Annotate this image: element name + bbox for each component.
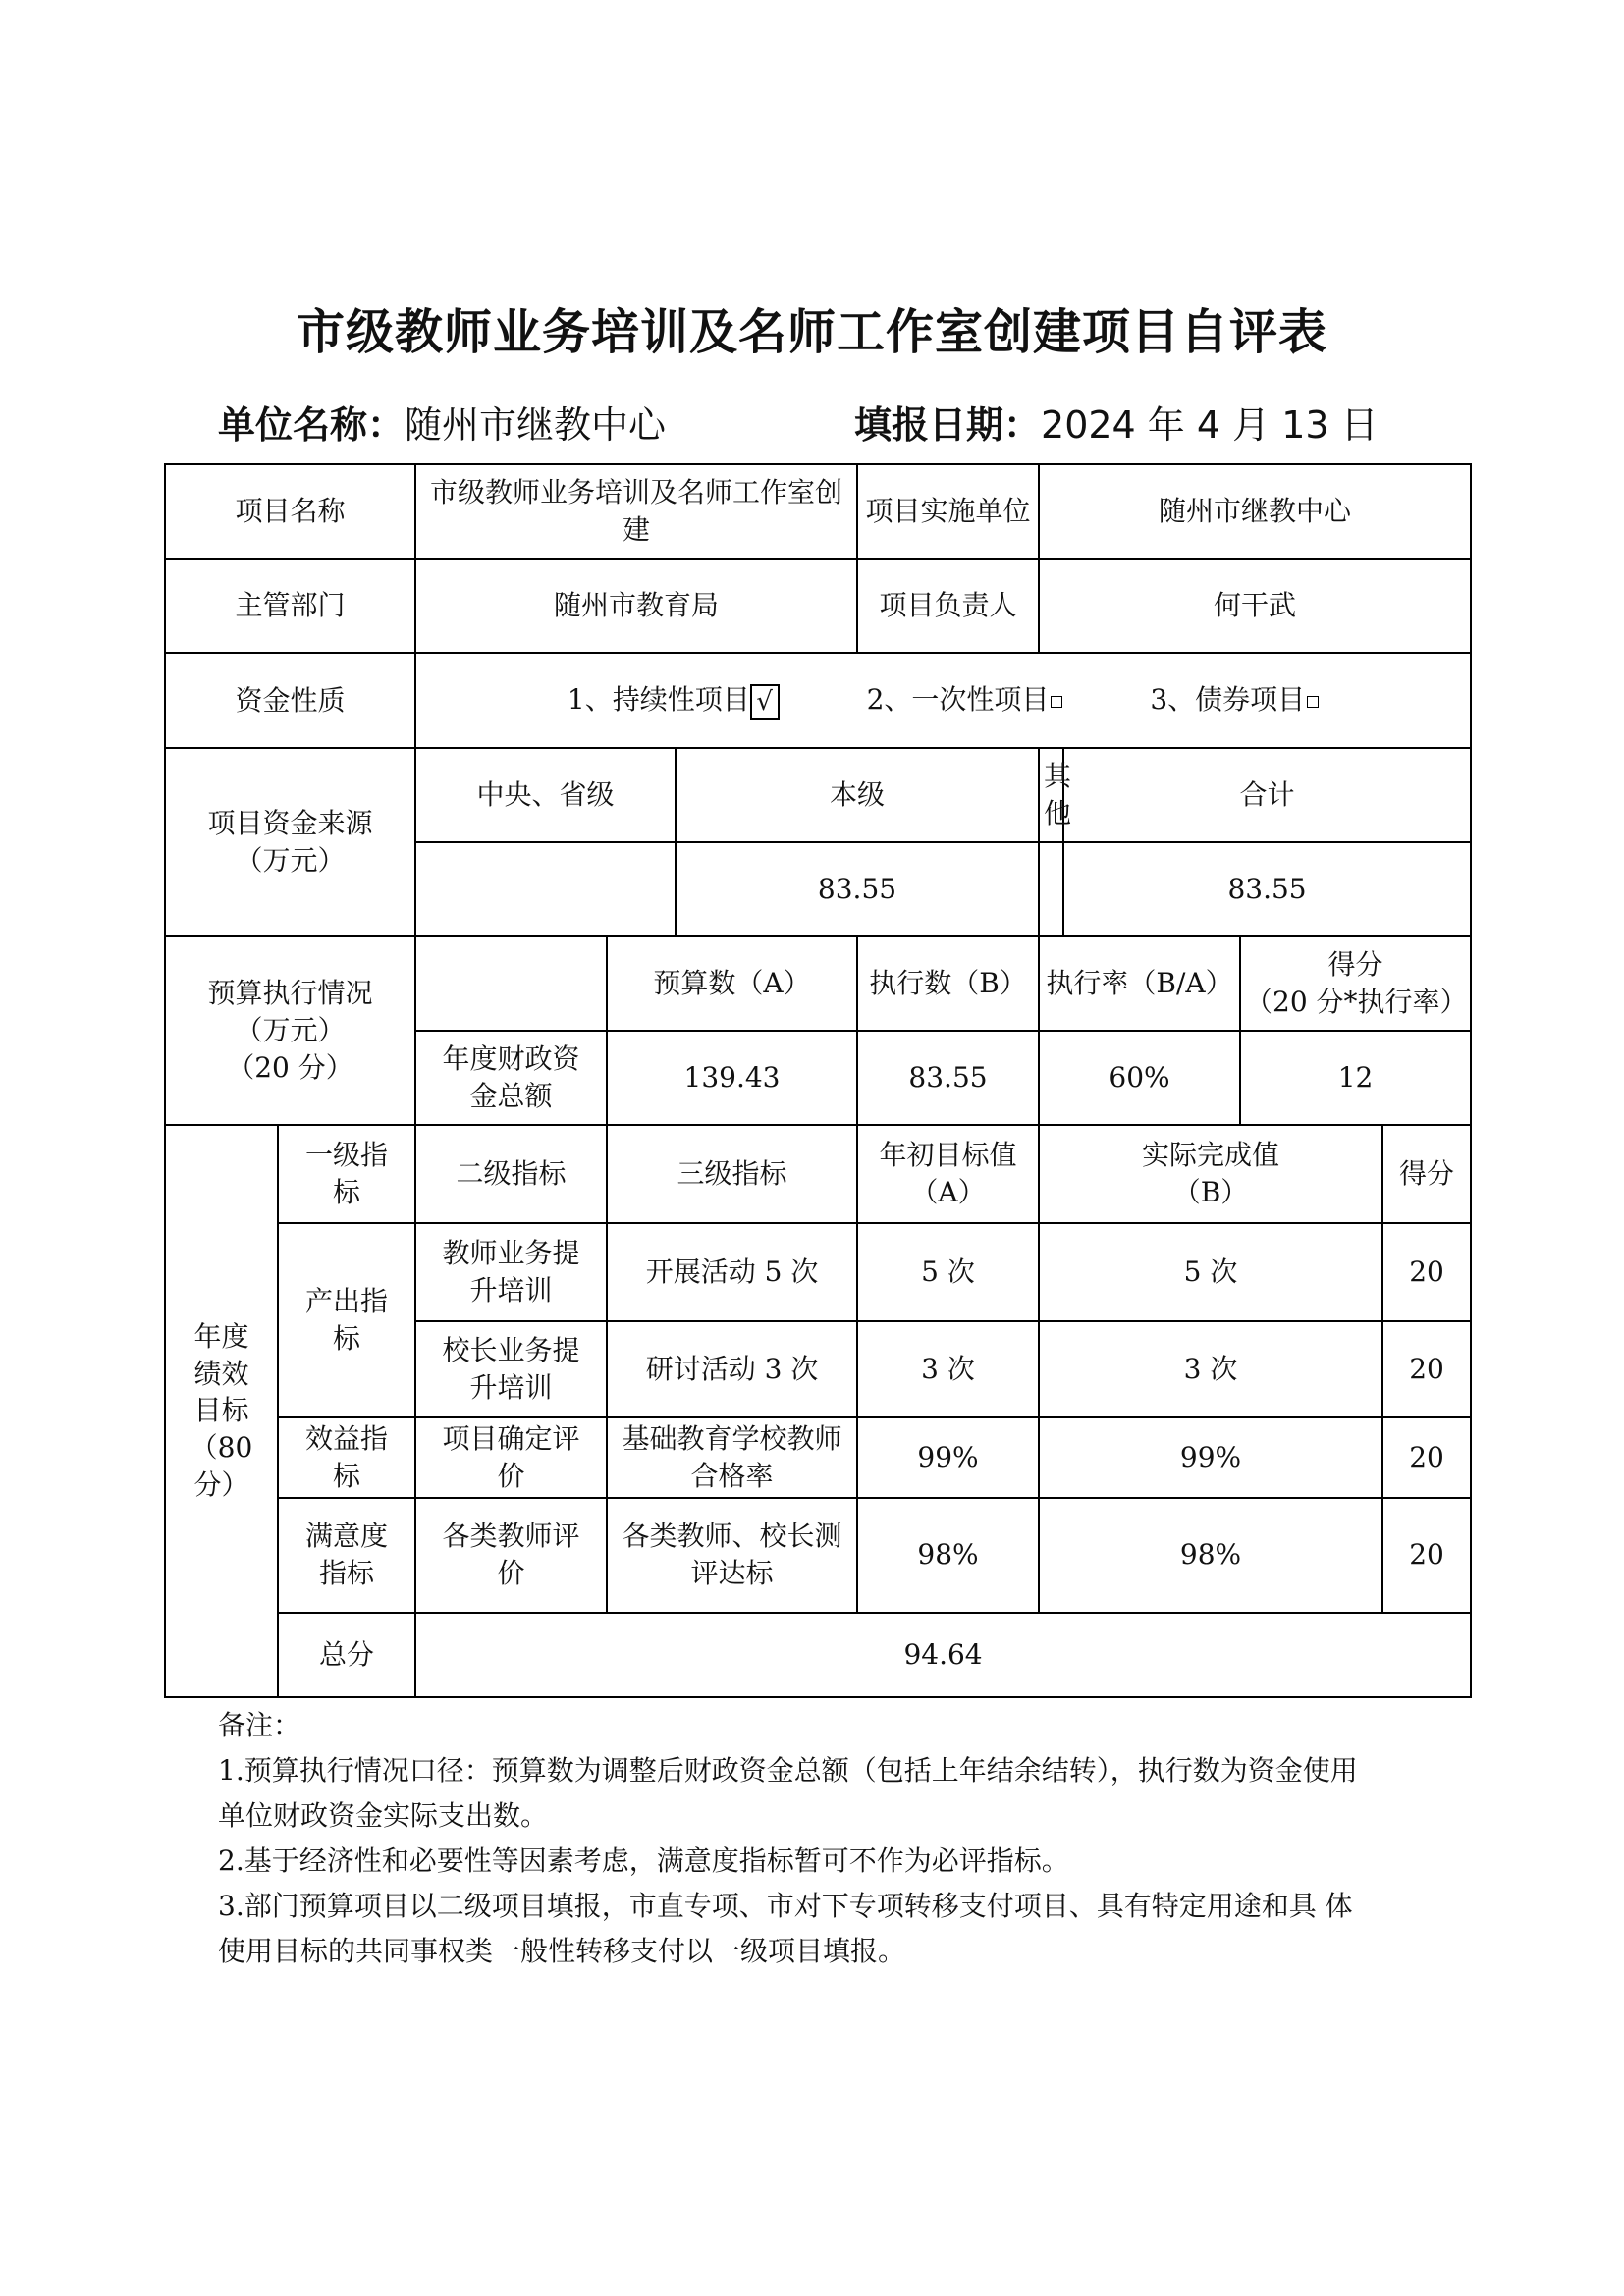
perf-group-satisfaction: 满意度 指标 xyxy=(278,1498,415,1613)
budget-header-rate: 执行率（B/A） xyxy=(1039,936,1240,1031)
perf-header-level2: 二级指标 xyxy=(415,1125,607,1223)
table-row xyxy=(165,1223,1471,1321)
budget-executed-value: 83.55 xyxy=(857,1031,1039,1125)
budget-rate-value: 60% xyxy=(1039,1031,1240,1125)
source-header-central: 中央、省级 xyxy=(415,748,676,842)
unit-name-value: 随州市继教中心 xyxy=(405,403,667,447)
table-row xyxy=(165,1125,1471,1223)
budget-label: 预算执行情况 （万元） （20 分） xyxy=(165,936,415,1125)
perf-header-actual: 实际完成值 （B） xyxy=(1039,1125,1382,1223)
unit-name xyxy=(218,395,666,449)
perf-item-score: 20 xyxy=(1382,1321,1471,1417)
budget-header-score: 得分 （20 分*执行率） xyxy=(1240,936,1471,1031)
checked-box-icon[interactable]: √ xyxy=(750,684,780,720)
impl-unit-value: 随州市继教中心 xyxy=(1039,464,1471,559)
perf-item-l3: 基础教育学校教师合格率 xyxy=(607,1417,857,1498)
perf-item-score: 20 xyxy=(1382,1417,1471,1498)
perf-item-score: 20 xyxy=(1382,1498,1471,1613)
dept-label: 主管部门 xyxy=(165,559,415,653)
leader-label: 项目负责人 xyxy=(857,559,1039,653)
perf-item-score: 20 xyxy=(1382,1223,1471,1321)
budget-planned-value: 139.43 xyxy=(607,1031,857,1125)
unchecked-box-icon[interactable] xyxy=(1051,696,1062,708)
notes-title: 备注： xyxy=(218,1709,301,1741)
perf-header-score: 得分 xyxy=(1382,1125,1471,1223)
project-name-value: 市级教师业务培训及名师工作室创建 xyxy=(415,464,857,559)
total-value: 94.64 xyxy=(415,1613,1471,1697)
perf-item-target: 3 次 xyxy=(857,1321,1039,1417)
source-value-local: 83.55 xyxy=(676,842,1039,936)
fund-nature-label: 资金性质 xyxy=(165,653,415,748)
table-row xyxy=(165,559,1471,653)
table-row xyxy=(165,464,1471,559)
fund-type-bond: 3、债券项目 xyxy=(1150,681,1319,719)
fund-type-onetime: 2、一次性项目 xyxy=(867,681,1063,719)
page-title: 市级教师业务培训及名师工作室创建项目自评表 xyxy=(296,303,1327,360)
perf-label: 年度 绩效 目标 （80 分） xyxy=(165,1125,278,1697)
report-date-value: 2024 年 4 月 13 日 xyxy=(1041,403,1379,447)
perf-item-l2: 项目确定评 价 xyxy=(415,1417,607,1498)
source-value-other xyxy=(1039,842,1063,936)
table-row xyxy=(165,748,1471,842)
report-date xyxy=(854,395,1379,449)
perf-item-target: 99% xyxy=(857,1417,1039,1498)
fund-type-continuing: 1、持续性项目 √ xyxy=(568,681,780,720)
project-name-label: 项目名称 xyxy=(165,464,415,559)
source-header-other: 其他 xyxy=(1039,748,1063,842)
table-row xyxy=(165,1417,1471,1498)
budget-score-value: 12 xyxy=(1240,1031,1471,1125)
budget-row-label: 年度财政资 金总额 xyxy=(415,1031,607,1125)
dept-value: 随州市教育局 xyxy=(415,559,857,653)
perf-item-target: 98% xyxy=(857,1498,1039,1613)
table-row xyxy=(165,936,1471,1031)
source-value-total: 83.55 xyxy=(1063,842,1471,936)
table-row xyxy=(165,1498,1471,1613)
perf-group-benefit: 效益指 标 xyxy=(278,1417,415,1498)
table-row xyxy=(165,1613,1471,1697)
source-value-central xyxy=(415,842,676,936)
perf-item-actual: 5 次 xyxy=(1039,1223,1382,1321)
perf-item-l3: 开展活动 5 次 xyxy=(607,1223,857,1321)
fund-types xyxy=(415,653,1471,748)
unit-name-label: 单位名称： xyxy=(218,403,406,447)
note-line: 3.部门预算项目以二级项目填报，市直专项、市对下专项转移支付项目、具有特定用途和具 体 xyxy=(218,1890,1353,1922)
perf-header-level1: 一级指 标 xyxy=(278,1125,415,1223)
source-header-total: 合计 xyxy=(1063,748,1471,842)
evaluation-table xyxy=(164,463,1472,1698)
note-line: 单位财政资金实际支出数。 xyxy=(218,1799,549,1832)
perf-item-target: 5 次 xyxy=(857,1223,1039,1321)
note-line: 2.基于经济性和必要性等因素考虑，满意度指标暂可不作为必评指标。 xyxy=(218,1844,1069,1877)
perf-group-output: 产出指 标 xyxy=(278,1223,415,1417)
source-header-local: 本级 xyxy=(676,748,1039,842)
perf-header-target: 年初目标值 （A） xyxy=(857,1125,1039,1223)
notes xyxy=(218,1703,1445,1974)
perf-item-l2: 校长业务提 升培训 xyxy=(415,1321,607,1417)
note-line: 使用目标的共同事权类一般性转移支付以一级项目填报。 xyxy=(218,1935,906,1967)
budget-header-planned: 预算数（A） xyxy=(607,936,857,1031)
perf-header-level3: 三级指标 xyxy=(607,1125,857,1223)
perf-item-actual: 99% xyxy=(1039,1417,1382,1498)
table-row xyxy=(165,653,1471,748)
note-line: 1.预算执行情况口径：预算数为调整后财政资金总额（包括上年结余结转），执行数为资金使用 xyxy=(218,1754,1358,1787)
report-date-label: 填报日期： xyxy=(854,403,1042,447)
unchecked-box-icon[interactable] xyxy=(1307,696,1319,708)
budget-header-executed: 执行数（B） xyxy=(857,936,1039,1031)
perf-item-l3: 研讨活动 3 次 xyxy=(607,1321,857,1417)
perf-item-actual: 98% xyxy=(1039,1498,1382,1613)
fund-source-label: 项目资金来源 （万元） xyxy=(165,748,415,936)
leader-value: 何干武 xyxy=(1039,559,1471,653)
perf-item-l2: 各类教师评 价 xyxy=(415,1498,607,1613)
total-label: 总分 xyxy=(278,1613,415,1697)
impl-unit-label: 项目实施单位 xyxy=(857,464,1039,559)
perf-item-actual: 3 次 xyxy=(1039,1321,1382,1417)
budget-empty-header xyxy=(415,936,607,1031)
perf-item-l2: 教师业务提 升培训 xyxy=(415,1223,607,1321)
perf-item-l3: 各类教师、校长测评达标 xyxy=(607,1498,857,1613)
